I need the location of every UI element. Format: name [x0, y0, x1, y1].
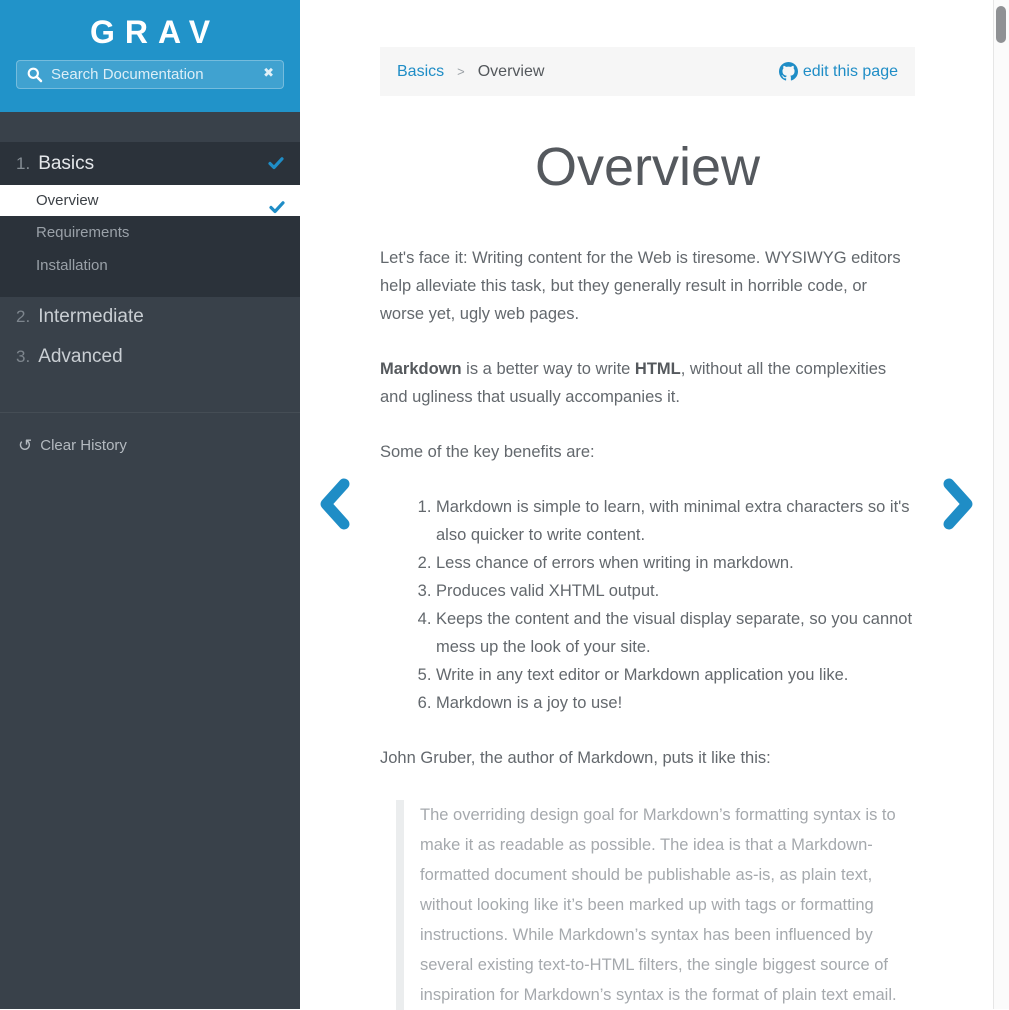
- chapter-label: Advanced: [38, 346, 123, 367]
- sidebar-item-installation[interactable]: [0, 249, 300, 282]
- subitem-label: Overview: [36, 192, 99, 209]
- clear-history-label: Clear History: [40, 437, 127, 454]
- sidebar-item-basics[interactable]: [0, 142, 300, 185]
- chapter-label: Basics: [38, 152, 95, 174]
- paragraph: Markdown is a better way to write HTML, without all the complexities and ugliness that usually accompanies it.: [380, 360, 887, 406]
- breadcrumb-parent-link[interactable]: Basics: [397, 62, 445, 80]
- sidebar-header: [0, 0, 300, 112]
- list-item: 2. Less chance of errors when writing in markdown.: [436, 549, 915, 577]
- breadcrumb-separator: >: [457, 64, 465, 79]
- chapter-basics-block: [0, 142, 300, 297]
- sidebar-item-advanced[interactable]: [0, 337, 300, 377]
- chapter-number: 3.: [16, 347, 31, 366]
- main-content-area: [300, 0, 1009, 1009]
- search-input[interactable]: [17, 61, 283, 88]
- paragraph: John Gruber, the author of Markdown, puts it like this:: [380, 749, 771, 767]
- sidebar: [0, 0, 300, 1009]
- bold-markdown: Markdown: [380, 360, 462, 378]
- chapter-label: Intermediate: [38, 306, 144, 327]
- chapter-number: 2.: [16, 307, 31, 326]
- chapter-number: 1.: [16, 153, 31, 173]
- list-item: 6. Markdown is a joy to use!: [436, 689, 915, 717]
- next-page-arrow[interactable]: [942, 477, 975, 536]
- sidebar-item-overview[interactable]: [0, 185, 300, 216]
- clear-history-button[interactable]: [0, 437, 300, 454]
- paragraph: Some of the key benefits are:: [380, 443, 595, 461]
- gruber-blockquote: The overriding design goal for Markdown’s formatting syntax is to make it as readable as possible. The idea is that a Markdown-formatted document should be publishable as-is, as plain text, without looking like it’s been marked up with tags or formatting instructions. While Markdown’s syntax has been influenced by several existing text-to-HTML filters, the single biggest source of inspiration for Markdown’s syntax is the format of plain text email.: [396, 800, 915, 1010]
- benefits-list: [380, 493, 915, 717]
- history-icon: ↺: [18, 436, 33, 455]
- list-item: 1. Markdown is simple to learn, with minimal extra characters so it's also quicker to write content.: [436, 493, 915, 549]
- breadcrumb-current: Overview: [477, 62, 545, 80]
- breadcrumb: [380, 47, 915, 96]
- check-icon: [268, 157, 284, 170]
- list-item: 5. Write in any text editor or Markdown application you like.: [436, 661, 915, 689]
- article-body: [380, 244, 915, 1010]
- sidebar-divider: [0, 412, 300, 413]
- paragraph: Let's face it: Writing content for the Web is tiresome. WYSIWYG editors help alleviate this task, but they generally result in horrible code, or worse yet, ugly web pages.: [380, 249, 901, 323]
- list-item: 4. Keeps the content and the visual display separate, so you cannot mess up the look of your site.: [436, 605, 915, 661]
- subitem-label: Installation: [36, 257, 108, 274]
- search-box: [16, 60, 284, 89]
- scrollbar-track[interactable]: [993, 0, 1009, 1009]
- chapter-basics-items: [0, 185, 300, 297]
- github-icon: [779, 62, 798, 81]
- sidebar-item-intermediate[interactable]: [0, 297, 300, 337]
- page-title: Overview: [534, 137, 761, 197]
- edit-this-page-label: edit this page: [802, 62, 898, 80]
- previous-page-arrow[interactable]: [318, 477, 351, 536]
- edit-this-page-link[interactable]: [779, 62, 898, 81]
- sidebar-nav: [0, 142, 300, 377]
- sidebar-item-requirements[interactable]: [0, 216, 300, 249]
- scrollbar-thumb[interactable]: [996, 6, 1006, 43]
- search-clear-icon[interactable]: ✖: [263, 65, 274, 80]
- subitem-label: Requirements: [36, 224, 130, 241]
- content-column: [380, 0, 915, 1010]
- grav-logo[interactable]: GRAV: [89, 14, 221, 50]
- list-item: 3. Produces valid XHTML output.: [436, 577, 915, 605]
- bold-html: HTML: [634, 360, 681, 378]
